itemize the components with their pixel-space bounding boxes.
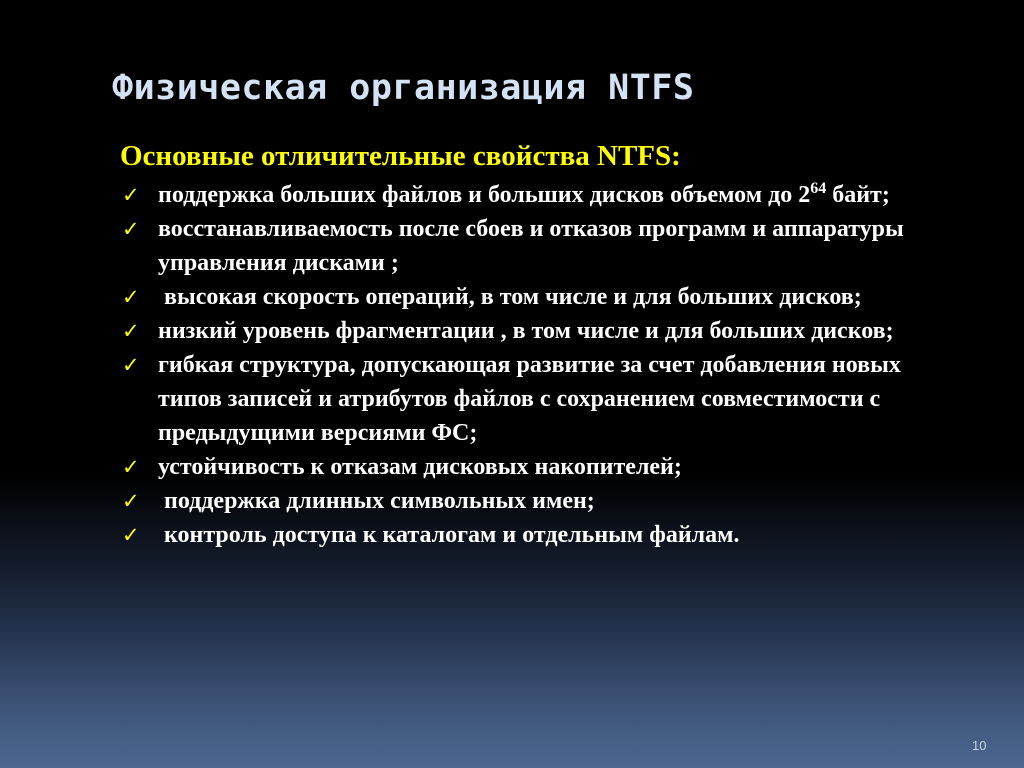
bullet-item-fault-tolerance: [120, 450, 970, 484]
check-icon: ✓: [122, 523, 140, 547]
bullet-item-access-control: [120, 518, 970, 552]
slide-subtitle: Основные отличительные свойства NTFS:: [120, 140, 681, 172]
check-icon: ✓: [122, 455, 140, 479]
bullet-item-fragmentation: [120, 314, 970, 348]
bullet-text: поддержка длинных символьных имен;: [158, 488, 595, 514]
slide-content: [120, 136, 970, 552]
slide-title: Физическая организация NTFS: [112, 68, 695, 108]
bullet-item-large-files: [120, 178, 970, 212]
check-icon: ✓: [122, 489, 140, 513]
bullet-text: устойчивость к отказам дисковых накопителей;: [158, 454, 682, 480]
check-icon: ✓: [122, 217, 140, 241]
bullet-list: [120, 178, 970, 552]
page-number: 10: [972, 738, 987, 753]
bullet-item-recoverability: [120, 212, 970, 280]
bullet-text: высокая скорость операций, в том числе и для больших дисков;: [158, 284, 862, 310]
bullet-superscript: 64: [810, 180, 827, 197]
check-icon: ✓: [122, 319, 140, 343]
bullet-item-long-names: [120, 484, 970, 518]
bullet-text-tail: байт;: [826, 182, 890, 208]
bullet-text: низкий уровень фрагментации , в том числе и для больших дисков;: [158, 318, 894, 344]
check-icon: ✓: [122, 353, 140, 377]
bullet-text: поддержка больших файлов и больших дисков объемом до 2: [158, 182, 811, 208]
bullet-item-speed: [120, 280, 970, 314]
bullet-text: гибкая структура, допускающая развитие за счет добавления новых типов записей и атрибутов файлов с сохранением совместимости с предыдущими версиями ФС;: [158, 352, 901, 446]
bullet-text: контроль доступа к каталогам и отдельным файлам.: [158, 522, 740, 548]
check-icon: ✓: [122, 183, 140, 207]
bullet-item-flexible-structure: [120, 348, 970, 450]
check-icon: ✓: [122, 285, 140, 309]
bullet-text: восстанавливаемость после сбоев и отказов программ и аппаратуры управления дисками ;: [158, 216, 904, 276]
